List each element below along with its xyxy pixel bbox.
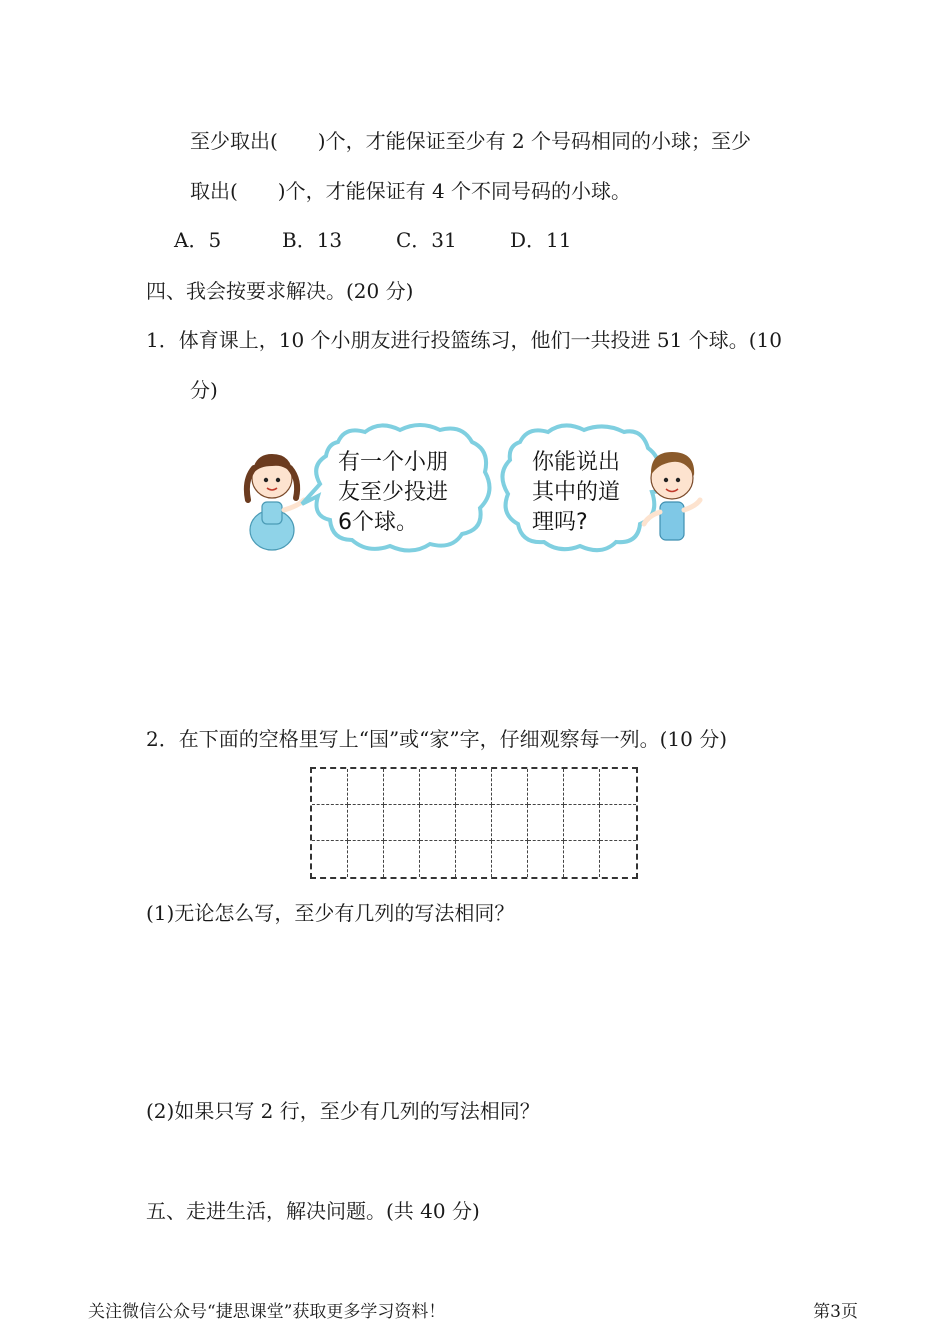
dialogue-illustration <box>240 420 710 565</box>
grid-cell[interactable] <box>492 805 528 841</box>
grid-cell[interactable] <box>348 769 384 805</box>
boy-bubble-text <box>532 448 620 538</box>
writing-grid <box>310 767 638 879</box>
grid-cell[interactable] <box>492 841 528 877</box>
q2-sub1: (1)无论怎么写，至少有几列的写法相同？ <box>146 901 515 925</box>
grid-cell[interactable] <box>564 841 600 877</box>
grid-cell[interactable] <box>456 805 492 841</box>
grid-cell[interactable] <box>456 769 492 805</box>
grid-cell[interactable] <box>528 841 564 877</box>
grid-cell[interactable] <box>420 769 456 805</box>
boy-bubble-line: 你能说出 <box>532 450 621 475</box>
grid-cell[interactable] <box>600 805 636 841</box>
option-c: C．31 <box>396 228 457 252</box>
grid-cell[interactable] <box>312 841 348 877</box>
grid-cell[interactable] <box>384 841 420 877</box>
grid-cell[interactable] <box>384 805 420 841</box>
grid-cell[interactable] <box>312 805 348 841</box>
section5-title: 五、走进生活，解决问题。(共 40 分) <box>146 1199 480 1223</box>
grid-cell[interactable] <box>528 769 564 805</box>
q3-continued-line1: 至少取出( )个，才能保证至少有 2 个号码相同的小球；至少 <box>190 129 752 153</box>
grid-cell[interactable] <box>492 769 528 805</box>
page-number: 第3页 <box>813 1302 858 1322</box>
section4-title: 四、我会按要求解决。(20 分) <box>146 279 414 303</box>
footer-left: 关注微信公众号“捷思课堂”获取更多学习资料！ <box>88 1302 446 1322</box>
girl-bubble-line: 有一个小朋 <box>338 450 449 475</box>
boy-bubble-line: 其中的道 <box>532 480 621 505</box>
option-d: D．11 <box>510 228 572 252</box>
grid-cell[interactable] <box>384 769 420 805</box>
q1-text-line1: 1．体育课上，10 个小朋友进行投篮练习，他们一共投进 51 个球。(10 <box>146 328 782 352</box>
grid-cell[interactable] <box>348 841 384 877</box>
grid-cell[interactable] <box>348 805 384 841</box>
girl-figure-icon <box>247 454 304 550</box>
girl-bubble-line: 6个球。 <box>338 510 418 535</box>
dialogue-svg <box>240 420 710 565</box>
girl-bubble-line: 友至少投进 <box>338 480 449 505</box>
q3-continued-line2: 取出( )个，才能保证有 4 个不同号码的小球。 <box>190 179 632 203</box>
grid-cell[interactable] <box>600 841 636 877</box>
grid-cell[interactable] <box>312 769 348 805</box>
grid-cell[interactable] <box>564 769 600 805</box>
grid-cell[interactable] <box>456 841 492 877</box>
option-a: A．5 <box>174 228 222 252</box>
q1-text-line2: 分) <box>190 378 218 402</box>
girl-bubble-text <box>338 448 448 538</box>
grid-cell[interactable] <box>420 841 456 877</box>
grid-cell[interactable] <box>528 805 564 841</box>
q2-sub2: (2)如果只写 2 行，至少有几列的写法相同？ <box>146 1099 540 1123</box>
grid-cell[interactable] <box>420 805 456 841</box>
boy-bubble-line: 理吗? <box>532 510 588 535</box>
option-b: B．13 <box>282 228 343 252</box>
q2-title: 2．在下面的空格里写上“国”或“家”字，仔细观察每一列。(10 分) <box>146 727 728 751</box>
grid-cell[interactable] <box>600 769 636 805</box>
grid-cell[interactable] <box>564 805 600 841</box>
